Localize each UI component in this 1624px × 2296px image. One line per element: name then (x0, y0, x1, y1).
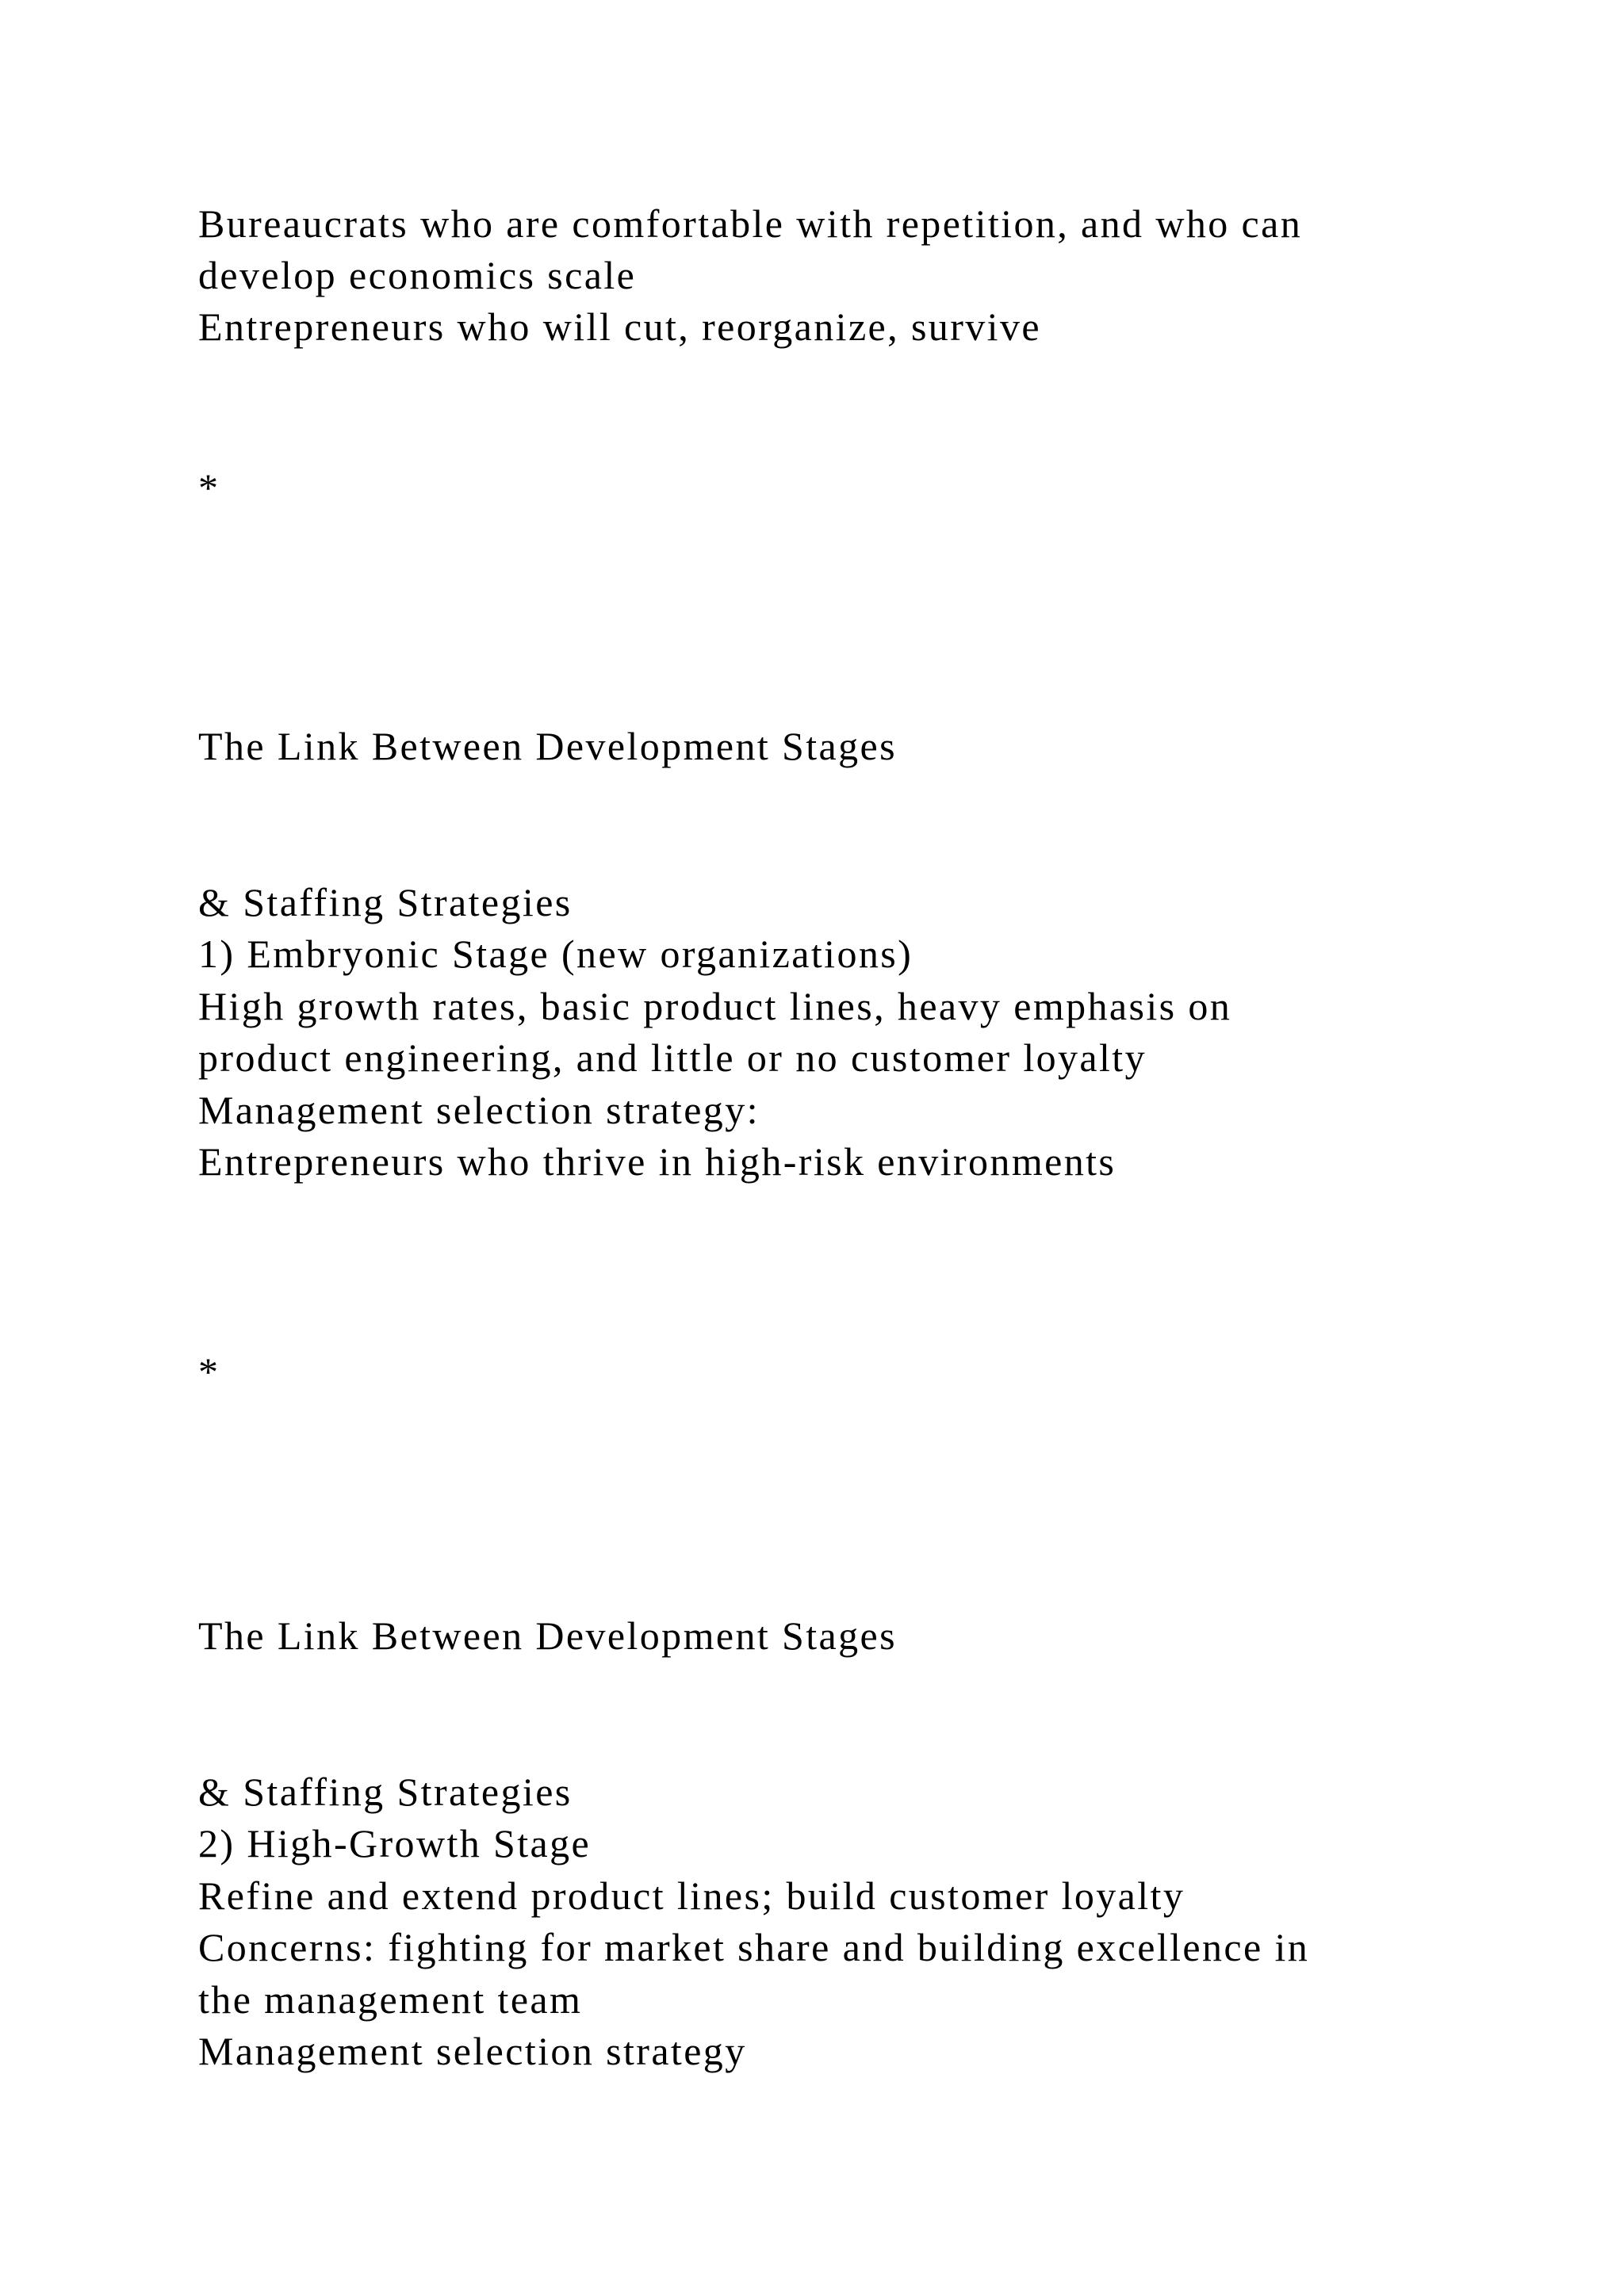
section-heading: The Link Between Development Stages (198, 724, 897, 768)
body-text-line: develop economics scale (198, 253, 637, 297)
body-text-line: Management selection strategy: (198, 1088, 760, 1132)
section-subheading: & Staffing Strategies (198, 1770, 573, 1814)
section-heading: The Link Between Development Stages (198, 1613, 897, 1658)
stage-title: 2) High-Growth Stage (198, 1821, 592, 1866)
body-text-line: Bureaucrats who are comfortable with repetition, and who can (198, 201, 1303, 246)
body-text-line: Refine and extend product lines; build customer loyalty (198, 1873, 1185, 1918)
body-text-line: Entrepreneurs who will cut, reorganize, survive (198, 304, 1041, 349)
separator-asterisk: * (198, 465, 220, 510)
body-text-line: Management selection strategy (198, 2029, 747, 2073)
separator-asterisk: * (198, 1349, 220, 1394)
stage-title: 1) Embryonic Stage (new organizations) (198, 932, 914, 976)
body-text-line: High growth rates, basic product lines, heavy emphasis on (198, 984, 1232, 1028)
section-subheading: & Staffing Strategies (198, 880, 573, 924)
body-text-line: product engineering, and little or no customer loyalty (198, 1035, 1147, 1080)
body-text-line: Concerns: fighting for market share and building excellence in (198, 1925, 1310, 1969)
body-text-line: the management team (198, 1977, 583, 2022)
body-text-line: Entrepreneurs who thrive in high-risk environments (198, 1139, 1116, 1184)
